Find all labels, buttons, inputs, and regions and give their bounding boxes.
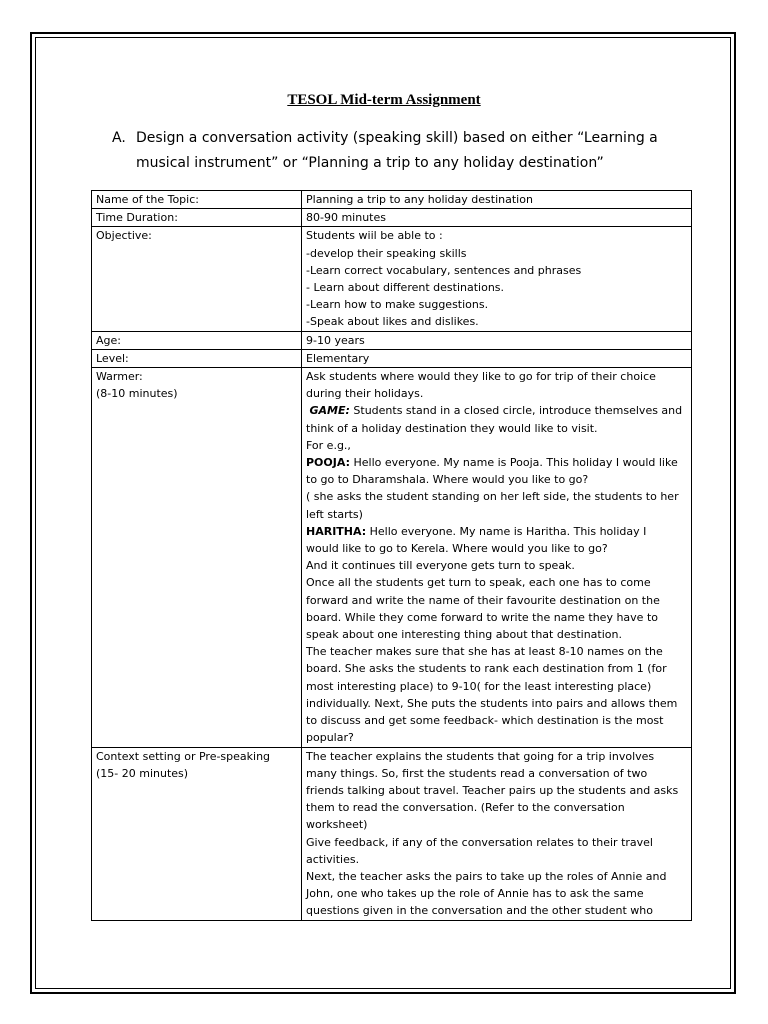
- row-value: [302, 368, 692, 747]
- row-label: Name of the Topic:: [92, 191, 302, 209]
- warmer-line: speak about one interesting thing about that destination.: [306, 628, 622, 642]
- lesson-plan-table: [91, 190, 692, 921]
- row-label: [92, 368, 302, 747]
- warmer-line: [306, 454, 687, 471]
- warmer-line: Ask students where would they like to go for trip of their choice: [306, 370, 656, 384]
- table-row: [92, 209, 692, 227]
- objective-line: -Learn how to make suggestions.: [306, 298, 489, 312]
- warmer-line: popular?: [306, 731, 354, 745]
- row-value: Elementary: [302, 349, 692, 367]
- context-line: The teacher explains the students that going for a trip involves: [306, 749, 655, 763]
- row-value: 9-10 years: [302, 331, 692, 349]
- row-value: [302, 747, 692, 920]
- warmer-line: would like to go to Kerela. Where would you like to go?: [306, 542, 608, 556]
- warmer-line: think of a holiday destination they would like to visit.: [306, 421, 598, 435]
- question-a: [112, 126, 692, 176]
- speaker-text: Hello everyone. My name is Pooja. This holiday I would like: [349, 456, 678, 470]
- warmer-line: to discuss and get some feedback- which destination is the most: [306, 714, 664, 728]
- context-time: (15- 20 minutes): [96, 766, 189, 780]
- row-value: Planning a trip to any holiday destination: [302, 191, 692, 209]
- warmer-line: board. While they come forward to write the name they have to: [306, 610, 658, 624]
- warmer-line: Once all the students get turn to speak, each one has to come: [306, 576, 651, 590]
- table-row: [92, 368, 692, 747]
- row-label: Level:: [92, 349, 302, 367]
- context-line: Next, the teacher asks the pairs to take up the roles of Annie and: [306, 869, 667, 883]
- context-label: Context setting or Pre-speaking: [96, 749, 271, 763]
- warmer-line: [306, 402, 687, 419]
- warmer-label: Warmer:: [96, 370, 143, 384]
- row-label: Time Duration:: [92, 209, 302, 227]
- context-line: many things. So, first the students read a conversation of two: [306, 766, 648, 780]
- context-line: John, one who takes up the role of Annie has to ask the same: [306, 887, 644, 901]
- warmer-line: [306, 523, 687, 540]
- warmer-time: (8-10 minutes): [96, 387, 178, 401]
- warmer-line: left starts): [306, 507, 363, 521]
- warmer-line: board. She asks the students to rank each destination from 1 (for: [306, 662, 667, 676]
- table-row: [92, 191, 692, 209]
- table-row: [92, 331, 692, 349]
- warmer-line: most interesting place) to 9-10( for the least interesting place): [306, 679, 652, 693]
- row-label: [92, 747, 302, 920]
- objective-line: -Speak about likes and dislikes.: [306, 315, 479, 329]
- objective-line: Students wiil be able to :: [306, 229, 443, 243]
- question-line: Design a conversation activity (speaking skill) based on either “Learning a: [136, 130, 658, 146]
- warmer-line: individually. Next, She puts the students into pairs and allows them: [306, 696, 678, 710]
- speaker-name: HARITHA:: [306, 524, 367, 538]
- context-line: friends talking about travel. Teacher pairs up the students and asks: [306, 783, 679, 797]
- table-row: [92, 227, 692, 331]
- row-label: Objective:: [92, 227, 302, 331]
- context-line: activities.: [306, 852, 360, 866]
- row-label: Age:: [92, 331, 302, 349]
- warmer-line: And it continues till everyone gets turn to speak.: [306, 559, 575, 573]
- row-value: [302, 227, 692, 331]
- table-row: [92, 747, 692, 920]
- objective-line: -develop their speaking skills: [306, 246, 467, 260]
- context-line: them to read the conversation. (Refer to the conversation: [306, 801, 625, 815]
- question-line: musical instrument” or “Planning a trip to any holiday destination”: [136, 155, 604, 171]
- speaker-text: Hello everyone. My name is Haritha. This holiday I: [366, 524, 647, 538]
- warmer-line: during their holidays.: [306, 387, 424, 401]
- warmer-line: to go to Dharamshala. Where would you like to go?: [306, 473, 589, 487]
- warmer-line: For e.g.,: [306, 438, 351, 452]
- page-title: TESOL Mid-term Assignment: [287, 92, 481, 108]
- context-line: questions given in the conversation and the other student who: [306, 904, 653, 918]
- warmer-line: The teacher makes sure that she has at least 8-10 names on the: [306, 645, 663, 659]
- game-label: GAME:: [309, 404, 350, 418]
- warmer-line: ( she asks the student standing on her left side, the students to her: [306, 490, 679, 504]
- context-line: worksheet): [306, 818, 368, 832]
- table-row: [92, 349, 692, 367]
- warmer-line: forward and write the name of their favourite destination on the: [306, 593, 660, 607]
- objective-line: - Learn about different destinations.: [306, 281, 505, 295]
- question-letter: A.: [112, 130, 126, 146]
- speaker-name: POOJA:: [306, 456, 350, 470]
- game-text: Students stand in a closed circle, introduce themselves and: [349, 404, 683, 418]
- objective-line: -Learn correct vocabulary, sentences and phrases: [306, 263, 582, 277]
- row-value: 80-90 minutes: [302, 209, 692, 227]
- context-line: Give feedback, if any of the conversation relates to their travel: [306, 835, 653, 849]
